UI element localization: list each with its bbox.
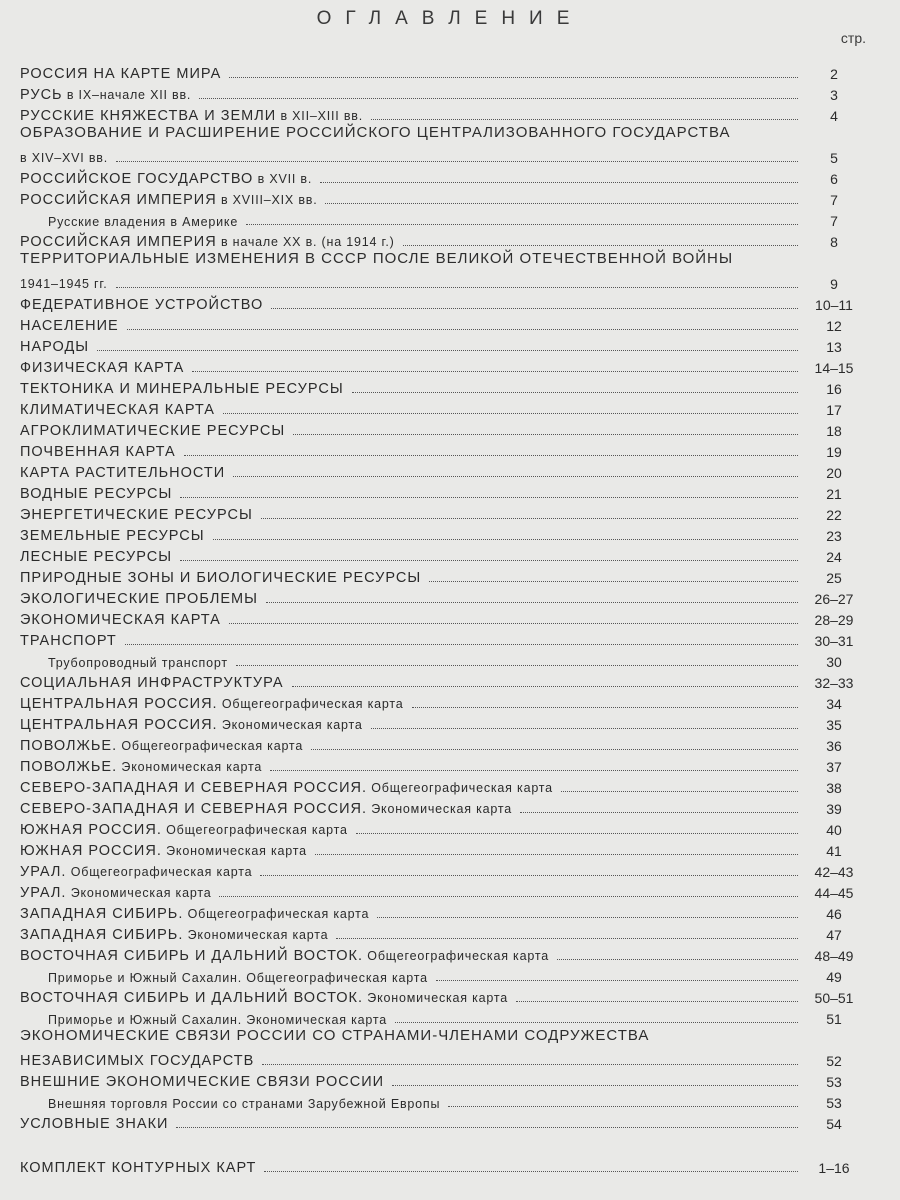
toc-page-number: 35: [826, 717, 842, 733]
toc-entry-label: [20, 276, 108, 292]
toc-entry-title: ФИЗИЧЕСКАЯ КАРТА: [20, 360, 185, 376]
toc-entry-label: [48, 1013, 387, 1027]
toc-page-number: 7: [830, 192, 838, 208]
toc-entry[interactable]: [20, 293, 862, 313]
toc-entry-title: РОССИЯ НА КАРТЕ МИРА: [20, 66, 222, 82]
toc-entry-subtitle: в XVII в.: [253, 172, 313, 186]
toc-page-number: 8: [830, 234, 838, 250]
toc-entry-label: [20, 402, 215, 418]
toc-page-number: 51: [826, 1011, 842, 1027]
toc-entry-label: [20, 528, 205, 544]
toc-subentry[interactable]: [48, 209, 862, 229]
dot-leader: [336, 938, 798, 939]
toc-entry[interactable]: [20, 713, 862, 733]
toc-entry-title: ТЕКТОНИКА И МИНЕРАЛЬНЫЕ РЕСУРСЫ: [20, 381, 344, 397]
toc-entry-title: РОССИЙСКАЯ ИМПЕРИЯ: [20, 192, 217, 208]
toc-entry-label: [20, 990, 508, 1006]
toc-entry-label: [20, 1160, 256, 1176]
toc-page-number: 14–15: [814, 360, 854, 376]
dot-leader: [293, 434, 798, 435]
toc-entry[interactable]: [20, 1070, 862, 1090]
toc-entry[interactable]: [20, 629, 862, 649]
toc-entry-subtitle: в IX–начале XII вв.: [62, 88, 192, 102]
toc-page-number: 28–29: [814, 612, 854, 628]
toc-entry-title: РОССИЙСКАЯ ИМПЕРИЯ: [20, 234, 217, 250]
toc-entry-title: ЭКОЛОГИЧЕСКИЕ ПРОБЛЕМЫ: [20, 591, 258, 607]
toc-page-number: 53: [826, 1074, 842, 1090]
dot-leader: [260, 875, 798, 876]
toc-entry-title: ЛЕСНЫЕ РЕСУРСЫ: [20, 549, 173, 565]
toc-entry[interactable]: [20, 146, 862, 166]
toc-page-number: 24: [826, 549, 842, 565]
toc-entry-title: ЭНЕРГЕТИЧЕСКИЕ РЕСУРСЫ: [20, 507, 253, 523]
toc-subentry[interactable]: [48, 1007, 862, 1027]
toc-entry-subtitle: Экономическая карта: [183, 928, 329, 942]
toc-entry-first-line: ОБРАЗОВАНИЕ И РАСШИРЕНИЕ РОССИЙСКОГО ЦЕНТРАЛИЗОВАННОГО ГОСУДАРСТВА: [20, 124, 731, 141]
toc-entry[interactable]: [20, 797, 862, 817]
dot-leader: [561, 791, 798, 792]
toc-entry-label: [20, 738, 303, 754]
toc-entry-subtitle: в начале XX в. (на 1914 г.): [216, 235, 395, 249]
toc-entry-label: [20, 108, 363, 124]
toc-entry-title: РУСЬ: [20, 87, 63, 103]
toc-entry-title: ВНЕШНИЕ ЭКОНОМИЧЕСКИЕ СВЯЗИ РОССИИ: [20, 1074, 385, 1090]
toc-entry-label: [20, 675, 284, 691]
dot-leader: [223, 413, 798, 414]
dot-leader: [436, 980, 798, 981]
toc-entry-subtitle: Внешняя торговля России со странами Зарубежной Европы: [48, 1097, 441, 1111]
toc-page-number: 17: [826, 402, 842, 418]
toc-entry[interactable]: [20, 524, 862, 544]
toc-entry-label: [20, 381, 344, 397]
toc-entry[interactable]: [20, 419, 862, 439]
toc-entry[interactable]: [20, 356, 862, 376]
page-column-header: стр.: [840, 30, 866, 46]
toc-entry-title: СЕВЕРО-ЗАПАДНАЯ И СЕВЕРНАЯ РОССИЯ.: [20, 780, 367, 796]
dot-leader: [320, 182, 798, 183]
toc-page-number: 2: [830, 66, 838, 82]
toc-entry-title: ВОДНЫЕ РЕСУРСЫ: [20, 486, 173, 502]
toc-entry-title: ПРИРОДНЫЕ ЗОНЫ И БИОЛОГИЧЕСКИЕ РЕСУРСЫ: [20, 570, 422, 586]
toc-entry-label: [20, 297, 263, 313]
toc-page-number: 42–43: [814, 864, 854, 880]
toc-entry-label: [20, 234, 395, 250]
toc-entry-label: [20, 360, 184, 376]
toc-entry-title: ЦЕНТРАЛЬНАЯ РОССИЯ.: [20, 696, 218, 712]
toc-entry-title: ПОЧВЕННАЯ КАРТА: [20, 444, 176, 460]
toc-page-number: 3: [830, 87, 838, 103]
toc-page-number: 13: [826, 339, 842, 355]
toc-page-number: 12: [826, 318, 842, 334]
dot-leader: [192, 371, 798, 372]
toc-page-number: 23: [826, 528, 842, 544]
dot-leader: [292, 686, 798, 687]
toc-entry-subtitle: Общегеографическая карта: [217, 697, 404, 711]
toc-subentry[interactable]: [48, 965, 862, 985]
toc-entry[interactable]: [20, 167, 862, 187]
dot-leader: [229, 77, 798, 78]
toc-entry-subtitle: в XII–XIII вв.: [276, 109, 363, 123]
toc-page-number: 25: [826, 570, 842, 586]
toc-entry[interactable]: [20, 1156, 862, 1176]
toc-entry-label: [48, 971, 428, 985]
toc-entry-subtitle: Экономическая карта: [66, 886, 212, 900]
dot-leader: [352, 392, 798, 393]
toc-entry-subtitle: 1941–1945 гг.: [20, 277, 108, 291]
toc-entry[interactable]: [20, 734, 862, 754]
toc-entry-subtitle: в XVIII–XIX вв.: [216, 193, 318, 207]
toc-page-number: 26–27: [814, 591, 854, 607]
toc-entry[interactable]: [20, 461, 862, 481]
toc-entry-label: [20, 1053, 254, 1069]
toc-entry-subtitle: Общегеографическая карта: [117, 739, 304, 753]
toc-entry-title: ЗЕМЕЛЬНЫЕ РЕСУРСЫ: [20, 528, 205, 544]
dot-leader: [448, 1106, 798, 1107]
toc-entry-title: СОЦИАЛЬНАЯ ИНФРАСТРУКТУРА: [20, 675, 284, 691]
toc-entry-title: РУССКИЕ КНЯЖЕСТВА И ЗЕМЛИ: [20, 108, 277, 124]
dot-leader: [262, 1064, 798, 1065]
toc-page-number: 19: [826, 444, 842, 460]
toc-entry[interactable]: [20, 314, 862, 334]
toc-page-number: 4: [830, 108, 838, 124]
toc-page-number: 53: [826, 1095, 842, 1111]
dot-leader: [270, 770, 798, 771]
toc-entry[interactable]: [20, 398, 862, 418]
dot-leader: [371, 119, 798, 120]
toc-entry-label: [20, 927, 328, 943]
toc-page-number: 30: [826, 654, 842, 670]
toc-entry-label: [20, 780, 553, 796]
toc-entry-subtitle: в XIV–XVI вв.: [20, 151, 108, 165]
toc-page-number: 40: [826, 822, 842, 838]
toc-entry[interactable]: [20, 923, 862, 943]
toc-entry-label: [20, 549, 172, 565]
toc-entry-label: [20, 801, 512, 817]
toc-entry-label: [20, 423, 285, 439]
toc-entry-title: КЛИМАТИЧЕСКАЯ КАРТА: [20, 402, 215, 418]
toc-entry-label: [20, 507, 253, 523]
toc-entry[interactable]: [20, 944, 862, 964]
dot-leader: [180, 497, 798, 498]
dot-leader: [429, 581, 798, 582]
toc-page-number: 9: [830, 276, 838, 292]
dot-leader: [392, 1085, 798, 1086]
toc-entry-title: ЭКОНОМИЧЕСКАЯ КАРТА: [20, 612, 221, 628]
toc-entry-label: [20, 864, 252, 880]
toc-entry-title: НЕЗАВИСИМЫХ ГОСУДАРСТВ: [20, 1053, 255, 1069]
toc-entry-title: ЗАПАДНАЯ СИБИРЬ.: [20, 906, 184, 922]
toc-entry-title: ПОВОЛЖЬЕ.: [20, 738, 118, 754]
toc-entry-title: ВОСТОЧНАЯ СИБИРЬ И ДАЛЬНИЙ ВОСТОК.: [20, 948, 364, 964]
dot-leader: [261, 518, 798, 519]
dot-leader: [219, 896, 798, 897]
dot-leader: [315, 854, 798, 855]
toc-entry-title: НАРОДЫ: [20, 339, 90, 355]
dot-leader: [325, 203, 798, 204]
toc-entry-label: [20, 759, 262, 775]
toc-entry-title: УСЛОВНЫЕ ЗНАКИ: [20, 1116, 169, 1132]
toc-page-number: 46: [826, 906, 842, 922]
dot-leader: [311, 749, 798, 750]
toc-entry-title: УРАЛ.: [20, 864, 67, 880]
toc-page-number: 22: [826, 507, 842, 523]
dot-leader: [395, 1022, 798, 1023]
dot-leader: [236, 665, 798, 666]
toc-entry-subtitle: Общегеографическая карта: [161, 823, 348, 837]
toc-entry-label: [20, 612, 221, 628]
toc-entry[interactable]: [20, 587, 862, 607]
toc-entry-title: СЕВЕРО-ЗАПАДНАЯ И СЕВЕРНАЯ РОССИЯ.: [20, 801, 367, 817]
toc-entry-subtitle: Общегеографическая карта: [183, 907, 370, 921]
toc-page-number: 1–16: [818, 1160, 850, 1176]
toc-entry[interactable]: [20, 839, 862, 859]
toc-entry-label: [20, 171, 312, 187]
toc-page-number: 30–31: [814, 633, 854, 649]
toc-entry-label: [20, 717, 363, 733]
dot-leader: [125, 644, 798, 645]
toc-entry-subtitle: Трубопроводный транспорт: [48, 656, 228, 670]
dot-leader: [184, 455, 798, 456]
toc-page-number: 10–11: [815, 297, 853, 313]
toc-entry[interactable]: [20, 860, 862, 880]
toc-page-number: 34: [826, 696, 842, 712]
toc-entry-label: [20, 822, 348, 838]
dot-leader: [371, 728, 798, 729]
toc-page-number: 37: [826, 759, 842, 775]
toc-entry-label: [20, 633, 117, 649]
toc-entry[interactable]: [20, 755, 862, 775]
toc-entry-subtitle: Экономическая карта: [217, 718, 363, 732]
toc-entry[interactable]: [20, 902, 862, 922]
dot-leader: [116, 161, 798, 162]
toc-entry[interactable]: [20, 818, 862, 838]
toc-entry-label: [20, 591, 258, 607]
toc-page-number: 52: [826, 1053, 842, 1069]
toc-entry-label: [20, 1074, 384, 1090]
toc-page-number: 50–51: [814, 990, 854, 1006]
dot-leader: [246, 224, 798, 225]
toc-entry-subtitle: Экономическая карта: [367, 802, 513, 816]
toc-entry-subtitle: Приморье и Южный Сахалин. Экономическая карта: [48, 1013, 387, 1027]
dot-leader: [176, 1127, 798, 1128]
toc-page-number: 20: [826, 465, 842, 481]
toc-page-number: 6: [830, 171, 838, 187]
toc-entry-subtitle: Русские владения в Америке: [48, 215, 239, 229]
toc-entry[interactable]: [20, 62, 862, 82]
toc-entry-label: [20, 570, 421, 586]
dot-leader: [229, 623, 798, 624]
toc-entry-label: [20, 192, 317, 208]
dot-leader: [213, 539, 798, 540]
toc-entry-title: ТРАНСПОРТ: [20, 633, 117, 649]
dot-leader: [271, 308, 798, 309]
toc-entry-title: ЮЖНАЯ РОССИЯ.: [20, 843, 162, 859]
dot-leader: [520, 812, 798, 813]
toc-entry[interactable]: [20, 503, 862, 523]
toc-entry-title: КОМПЛЕКТ КОНТУРНЫХ КАРТ: [20, 1160, 257, 1176]
toc-page-number: 21: [826, 486, 842, 502]
dot-leader: [412, 707, 798, 708]
dot-leader: [116, 287, 798, 288]
toc-entry-label: [20, 696, 404, 712]
toc-entry-label: [48, 1097, 440, 1111]
toc-entry-label: [20, 150, 108, 166]
toc-entry[interactable]: [20, 776, 862, 796]
dot-leader: [264, 1171, 798, 1172]
toc-entry-label: [20, 465, 225, 481]
toc-entry-subtitle: Общегеографическая карта: [66, 865, 253, 879]
toc-entry[interactable]: [20, 545, 862, 565]
toc-entry-label: [20, 444, 176, 460]
toc-entry-subtitle: Экономическая карта: [161, 844, 307, 858]
toc-entry-label: [20, 318, 119, 334]
toc-entry-label: [20, 948, 549, 964]
toc-entry[interactable]: [20, 482, 862, 502]
toc-entry-title: ВОСТОЧНАЯ СИБИРЬ И ДАЛЬНИЙ ВОСТОК.: [20, 990, 364, 1006]
toc-entry[interactable]: [20, 692, 862, 712]
toc-entry[interactable]: [20, 1112, 862, 1132]
dot-leader: [97, 350, 798, 351]
toc-page-number: 39: [826, 801, 842, 817]
toc-entry[interactable]: [20, 671, 862, 691]
dot-leader: [127, 329, 798, 330]
toc-page-number: 54: [826, 1116, 842, 1132]
toc-subentry[interactable]: [48, 1091, 862, 1111]
toc-page-number: 38: [826, 780, 842, 796]
dot-leader: [403, 245, 798, 246]
toc-entry[interactable]: [20, 440, 862, 460]
toc-entry-subtitle: Общегеографическая карта: [367, 781, 553, 795]
toc-entry-label: [20, 906, 369, 922]
toc-entry-label: [20, 885, 211, 901]
toc-entry-label: [20, 339, 89, 355]
page-title: ОГЛАВЛЕНИЕ: [316, 8, 584, 29]
toc-page-number: 49: [826, 969, 842, 985]
dot-leader: [233, 476, 798, 477]
toc-entry-title: АГРОКЛИМАТИЧЕСКИЕ РЕСУРСЫ: [20, 423, 286, 439]
toc-entry-subtitle: Приморье и Южный Сахалин. Общегеографическая карта: [48, 971, 428, 985]
toc-page-number: 36: [826, 738, 842, 754]
dot-leader: [377, 917, 798, 918]
toc-entry-subtitle: Экономическая карта: [363, 991, 509, 1005]
toc-entry-label: [20, 486, 172, 502]
dot-leader: [516, 1001, 798, 1002]
toc-subentry[interactable]: [48, 650, 862, 670]
toc-entry[interactable]: [20, 335, 862, 355]
toc-page-number: 7: [830, 213, 838, 229]
toc-entry-title: ЮЖНАЯ РОССИЯ.: [20, 822, 162, 838]
dot-leader: [180, 560, 798, 561]
toc-entry-first-line: ЭКОНОМИЧЕСКИЕ СВЯЗИ РОССИИ СО СТРАНАМИ-ЧЛЕНАМИ СОДРУЖЕСТВА: [20, 1027, 650, 1044]
dot-leader: [199, 98, 798, 99]
toc-entry[interactable]: [20, 230, 862, 250]
toc-entry[interactable]: [20, 104, 862, 124]
toc-entry-title: КАРТА РАСТИТЕЛЬНОСТИ: [20, 465, 226, 481]
toc-page-number: 16: [826, 381, 842, 397]
toc-entry-title: НАСЕЛЕНИЕ: [20, 318, 119, 334]
toc-entry[interactable]: [20, 881, 862, 901]
toc-entry[interactable]: [20, 188, 862, 208]
toc-page-number: 48–49: [814, 948, 854, 964]
toc-entry-title: УРАЛ.: [20, 885, 67, 901]
toc-page-number: 32–33: [814, 675, 854, 691]
toc-page-number: 18: [826, 423, 842, 439]
dot-leader: [356, 833, 798, 834]
toc-entry-label: [20, 66, 221, 82]
dot-leader: [266, 602, 798, 603]
toc-entry[interactable]: [20, 377, 862, 397]
toc-page-number: 44–45: [814, 885, 854, 901]
toc-entry-label: [48, 215, 238, 229]
dot-leader: [557, 959, 798, 960]
toc-entry[interactable]: [20, 272, 862, 292]
toc-page-number: 41: [826, 843, 842, 859]
toc-entry[interactable]: [20, 83, 862, 103]
toc-entry[interactable]: [20, 986, 862, 1006]
toc-entry-title: ЗАПАДНАЯ СИБИРЬ.: [20, 927, 184, 943]
toc-entry-first-line: ТЕРРИТОРИАЛЬНЫЕ ИЗМЕНЕНИЯ В СССР ПОСЛЕ ВЕЛИКОЙ ОТЕЧЕСТВЕННОЙ ВОЙНЫ: [20, 250, 734, 267]
toc-entry[interactable]: [20, 608, 862, 628]
toc-entry-label: [20, 843, 307, 859]
toc-entry-label: [20, 1116, 168, 1132]
toc-entry[interactable]: [20, 1049, 862, 1069]
toc-entry-title: РОССИЙСКОЕ ГОСУДАРСТВО: [20, 171, 254, 187]
toc-entry-label: [48, 656, 228, 670]
toc-entry-title: ПОВОЛЖЬЕ.: [20, 759, 118, 775]
toc-entry[interactable]: [20, 566, 862, 586]
toc-entry-label: [20, 87, 191, 103]
toc-entry-subtitle: Общегеографическая карта: [363, 949, 549, 963]
toc-page-number: 5: [830, 150, 838, 166]
toc-entry-subtitle: Экономическая карта: [117, 760, 263, 774]
toc-entry-title: ФЕДЕРАТИВНОЕ УСТРОЙСТВО: [20, 297, 264, 313]
toc-page-number: 47: [826, 927, 842, 943]
toc-entry-title: ЦЕНТРАЛЬНАЯ РОССИЯ.: [20, 717, 218, 733]
